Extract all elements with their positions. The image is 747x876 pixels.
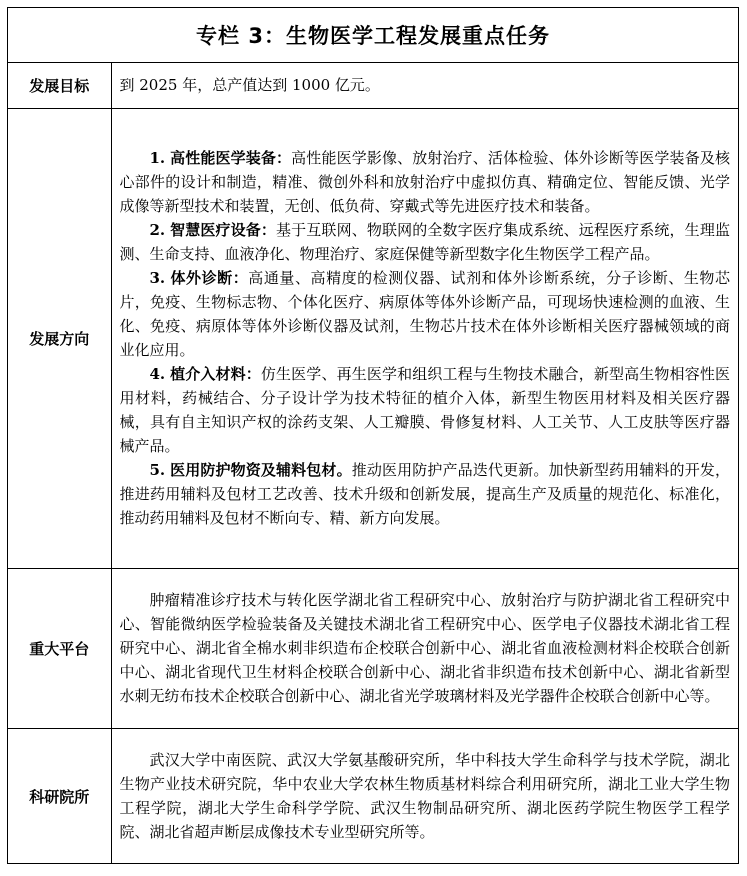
direction-item — [120, 458, 731, 530]
direction-item-head: 植介入材料 — [170, 365, 246, 383]
direction-item-sep: ： — [260, 221, 277, 239]
direction-item-num: 3. — [149, 269, 166, 287]
direction-item-head: 医用防护物资及辅料包材 — [170, 461, 337, 479]
row-label-direction: 发展方向 — [8, 108, 111, 568]
direction-item-head: 智慧医疗设备 — [170, 221, 261, 239]
task-table — [8, 63, 738, 864]
direction-item-num: 2. — [149, 221, 166, 239]
direction-item-num: 4. — [149, 365, 166, 383]
direction-item-sep: ： — [245, 365, 261, 383]
direction-item-sep: 。 — [336, 461, 352, 479]
direction-item — [120, 362, 731, 458]
direction-item-body: 高通量、高精度的检测仪器、试剂和体外诊断系统，分子诊断、生物芯片，免疫、生物标志物、个体化医疗、病原体等体外诊断产品，可现场快速检测的血液、生化、免疫、病原体等体外诊断仪器及试剂，生物芯片技术在体外诊断相关医疗器械领域的商业化应用。 — [119, 269, 730, 359]
row-label-institutes: 科研院所 — [8, 728, 111, 864]
direction-item-sep: ： — [276, 149, 292, 167]
special-column-table — [7, 7, 739, 864]
row-label-platform: 重大平台 — [8, 568, 111, 728]
table-row-goal — [8, 63, 738, 108]
goal-text: 到 2025 年，总产值达到 1000 亿元。 — [119, 76, 380, 95]
direction-item-body: 高性能医学影像、放射治疗、活体检验、体外诊断等医学装备及核心部件的设计和制造，精准、微创外科和放射治疗中虚拟仿真、精确定位、智能反馈、光学成像等新型技术和装置，无创、低负荷、穿戴式等先进医疗技术和装备。 — [119, 149, 730, 215]
platform-text: 肿瘤精准诊疗技术与转化医学湖北省工程研究中心、放射治疗与防护湖北省工程研究中心、智能微纳医学检验装备及关键技术湖北省工程研究中心、医学电子仪器技术湖北省工程研究中心、湖北省全棉水刺非织造布企校联合创新中心、湖北省血液检测材料企校联合创新中心、湖北省现代卫生材料企校联合创新中心、湖北省非织造布技术创新中心、湖北省新型水刺无纺布技术企校联合创新中心、湖北省光学玻璃材料及光学器件企校联合创新中心等。 — [119, 591, 730, 705]
direction-item — [120, 146, 731, 218]
direction-item-head: 高性能医学装备 — [170, 149, 277, 167]
direction-content — [111, 108, 738, 568]
table-title: 专栏 3：生物医学工程发展重点任务 — [8, 8, 738, 63]
table-row-platform — [8, 568, 738, 728]
direction-item — [120, 266, 731, 362]
institutes-content — [111, 728, 738, 864]
institutes-text: 武汉大学中南医院、武汉大学氨基酸研究所，华中科技大学生命科学与技术学院，湖北生物产业技术研究院，华中农业大学农林生物质基材料综合利用研究所，湖北工业大学生物工程学院，湖北大学生命科学学院、武汉生物制品研究所、湖北医药学院生物医学工程学院、湖北省超声断层成像技术专业型研究所等。 — [119, 751, 730, 842]
direction-item — [120, 218, 731, 266]
direction-item-num: 1. — [149, 149, 166, 167]
row-label-goal: 发展目标 — [8, 63, 111, 108]
platform-content — [111, 568, 738, 728]
table-row-institutes — [8, 728, 738, 864]
direction-item-head: 体外诊断 — [170, 269, 233, 287]
direction-item-body: 推动医用防护产品迭代更新。加快新型药用辅料的开发，推进药用辅料及包材工艺改善、技术升级和创新发展，提高生产及质量的规范化、标准化，推动药用辅料及包材不断向专、精、新方向发展。 — [119, 461, 730, 527]
direction-item-sep: ： — [232, 269, 249, 287]
direction-item-body: 基于互联网、物联网的全数字医疗集成系统、远程医疗系统，生理监测、生命支持、血液净化、物理治疗、家庭保健等新型数字化生物医学工程产品。 — [119, 221, 730, 263]
direction-item-body: 仿生医学、再生医学和组织工程与生物技术融合，新型高生物相容性医用材料，药械结合、分子设计学为技术特征的植介入体，新型生物医用材料及相关医疗器械，具有自主知识产权的涂药支架、人工瓣膜、骨修复材料、人工关节、人工皮肤等医疗器械产品。 — [119, 365, 730, 455]
table-row-direction — [8, 108, 738, 568]
direction-item-num: 5. — [149, 461, 166, 479]
